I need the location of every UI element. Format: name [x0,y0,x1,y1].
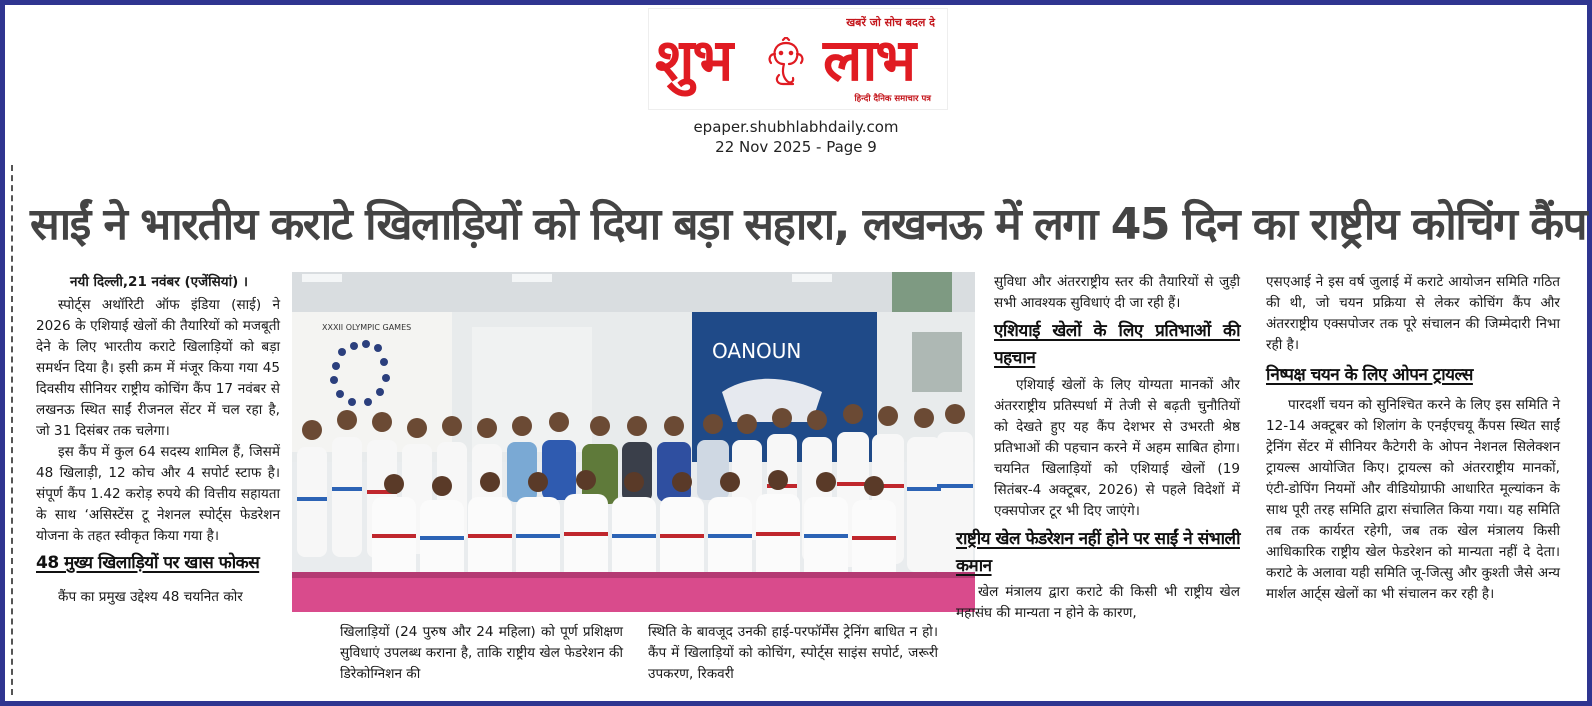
banner-text: XXXII OLYMPIC GAMES [322,323,412,332]
article-paragraph: स्थिति के बावजूद उनकी हाई-परफॉर्मेंस ट्रेनिंग बाधित न हो। कैंप में खिलाड़ियों को कोचिंग, स्पोर्ट्स साइंस सपोर्ट, जरूरी उपकरण, रिकवरी [648,624,938,682]
team-photo-illustration [292,272,975,612]
article-paragraph: एसएआई ने इस वर्ष जुलाई में कराटे आयोजन समिति गठित की थी, जो चयन प्रक्रिया से लेकर कोचिंग कैंप और अंतरराष्ट्रीय एक्सपोजर तक पूरे संचालन की जिम्मेदारी निभा रही है। [1266,274,1560,353]
article-paragraph: एशियाई खेलों के लिए योग्यता मानकों और अंतरराष्ट्रीय प्रतिस्पर्धा में तेजी से बढ़ती चुनौतियों को देखते हुए यह कैंप देशभर से उभरती श्रेष्ठ प्रतिभाओं की पहचान करने में अहम साबित होगा। चयनित खिलाड़ियों को एशियाई खेलों (19 सितंबर-4 अक्टूबर, 2026) से पहले विदेशों में एक्सपोजर टूर भी दिए जाएंगे। [994,377,1240,519]
article-column-4 [956,272,1240,624]
article-headline: साईं ने भारतीय कराटे खिलाड़ियों को दिया बड़ा सहारा, लखनऊ में लगा 45 दिन का राष्ट्रीय कोचिंग कैंप [30,199,1587,250]
masthead-title-right: लाभ [823,26,915,94]
masthead-logo [648,8,948,110]
article-column-3 [648,622,938,685]
article-paragraph: स्पोर्ट्स अथॉरिटी ऑफ इंडिया (साई) ने 2026 के एशियाई खेलों की तैयारियों को मजबूती देने के लिए भारतीय कराटे खिलाड़ियों को बड़ा समर्थन दिया है। इसी क्रम में मंजूर किया गया 45 दिवसीय सीनियर राष्ट्रीय कोचिंग कैंप 17 नवंबर से लखनऊ स्थित साईं रीजनल सेंटर में चल रहा है, जो 31 दिसंबर तक चलेगा। [36,297,280,439]
article-subheading: एशियाई खेलों के लिए प्रतिभाओं की पहचान [994,321,1240,368]
article-paragraph: कैंप का प्रमुख उद्देश्य 48 चयनित कोर [58,589,243,605]
article-subheading: राष्ट्रीय खेल फेडरेशन नहीं होने पर साईं ने संभाली कमान [956,529,1240,576]
poster-text: OANOUN [712,339,802,363]
article-column-2 [340,622,623,685]
article-column-1 [36,272,280,608]
epaper-date-page: 22 Nov 2025 - Page 9 [715,138,877,156]
ganesha-icon [763,37,809,87]
article-subheading: 48 मुख्य खिलाड़ियों पर खास फोकस [36,553,260,573]
article-paragraph: पारदर्शी चयन को सुनिश्चित करने के लिए इस समिति ने 12-14 अक्टूबर को शिलांग के एनईएचयू कैंपस स्थित साईं ट्रेनिंग सेंटर में सीनियर कैटेगरी के ओपन नेशनल सिलेक्शन ट्रायल्स आयोजित किए। ट्रायल्स को अंतरराष्ट्रीय मानकों, एंटी-डोपिंग नियमों और वीडियोग्राफी आधारित मूल्यांकन के साथ पूरी तरह समिति द्वारा संचालित किया गया। यह समिति तब तक कार्यरत रहेगी, जब तक खेल मंत्रालय किसी आधिकारिक राष्ट्रीय खेल फेडरेशन को मान्यता नहीं दे देता। कराटे के अलावा यही समिति जू-जित्सु और कुश्ती जैसे अन्य मार्शल आर्ट्स खेलों का भी संचालन कर रही है। [1266,397,1560,602]
article-paragraph: इस कैंप में कुल 64 सदस्य शामिल हैं, जिसमें 48 खिलाड़ी, 12 कोच और 4 सपोर्ट स्टाफ है। संपूर्ण कैंप 1.42 करोड़ रुपये की वित्तीय सहायता के साथ ‘असिस्टेंस टू नेशनल स्पोर्ट्स फेडरेशन योजना के तहत स्वीकृत किया गया है। [36,444,280,544]
article-paragraph: खिलाड़ियों (24 पुरुष और 24 महिला) को पूर्ण प्रशिक्षण सुविधाएं उपलब्ध कराना है, ताकि राष्ट्रीय खेल फेडरेशन की डिरेकोग्निशन की [340,624,623,682]
article-paragraph: सुविधा और अंतरराष्ट्रीय स्तर की तैयारियों से जुड़ी सभी आवश्यक सुविधाएं दी जा रही हैं। [994,274,1240,311]
article-paragraph: खेल मंत्रालय द्वारा कराटे की किसी भी राष्ट्रीय खेल महासंघ की मान्यता न होने के कारण, [956,584,1240,621]
masthead-title-left: शुभ [655,26,732,94]
article-column-5 [1266,272,1560,605]
masthead-tagline: खबरें जो सोच बदल दे [846,16,935,29]
cut-guide [11,165,13,695]
article-dateline: नयी दिल्ली,21 नवंबर (एजेंसियां) । [70,274,249,290]
epaper-url: epaper.shubhlabhdaily.com [693,118,899,136]
masthead-subtitle: हिन्दी दैनिक समाचार पत्र [854,94,931,104]
article-subheading: निष्पक्ष चयन के लिए ओपन ट्रायल्स [1266,365,1473,385]
article-photo [292,272,975,612]
